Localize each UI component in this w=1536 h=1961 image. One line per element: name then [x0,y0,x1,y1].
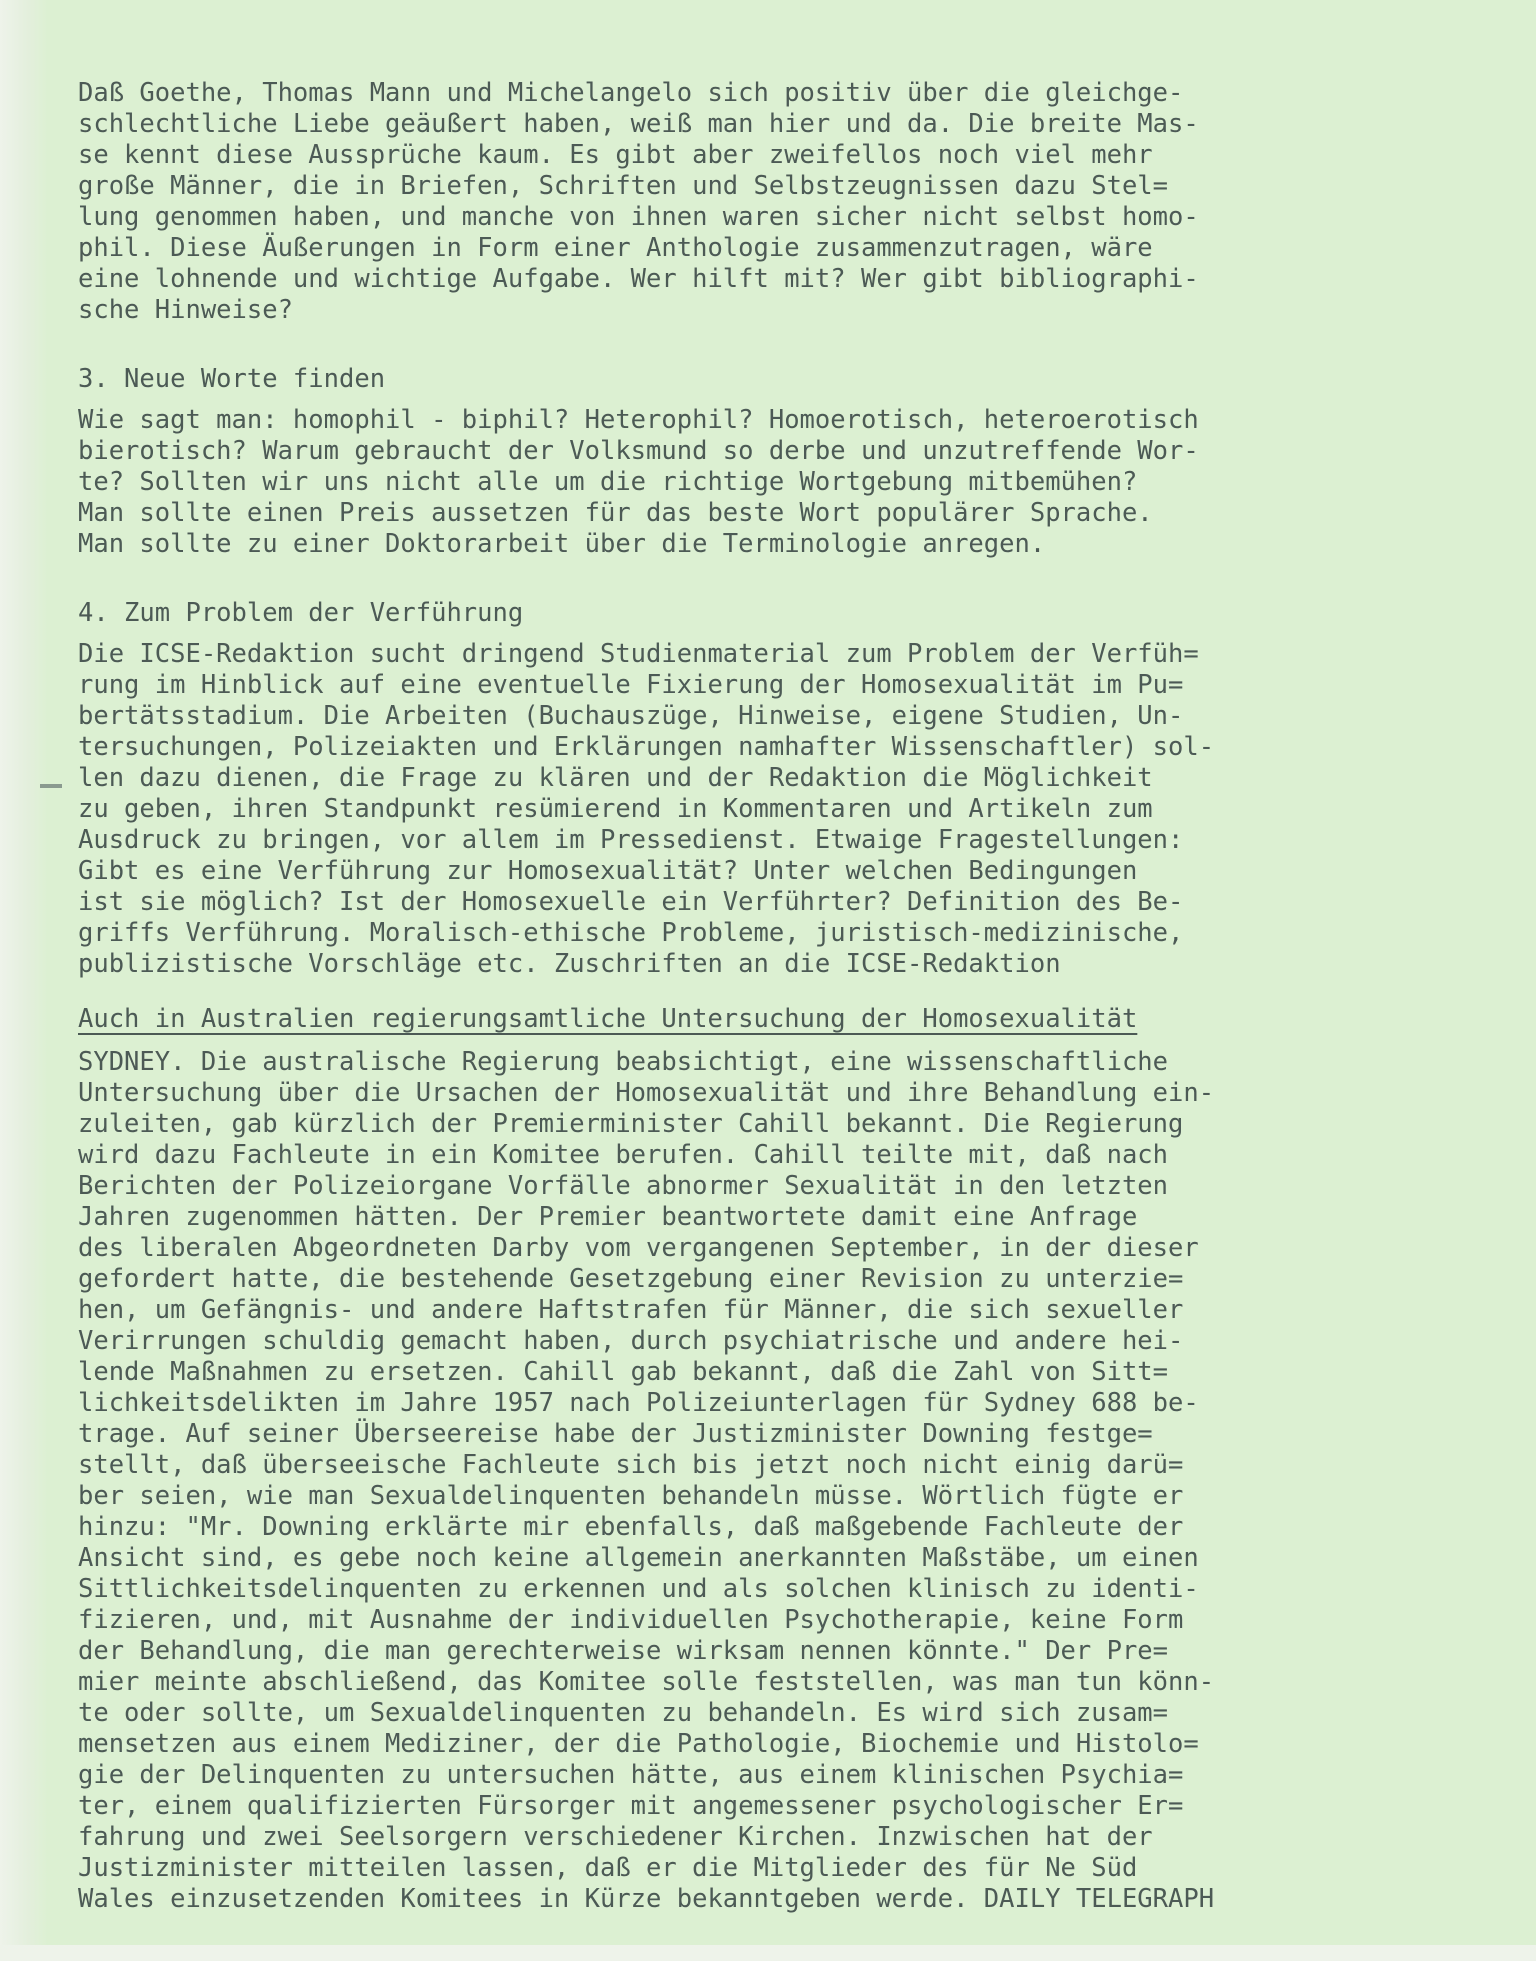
text-line: Ausdruck zu bringen, vor allem im Pressedienst. Etwaige Fragestellungen: [78,825,1184,855]
text-line: gie der Delinquenten zu untersuchen hätte, aus einem klinischen Psychia= [78,1760,1184,1790]
text-line: zuleiten, gab kürzlich der Premierminister Cahill bekannt. Die Regierung [78,1109,1184,1139]
text-line: Gibt es eine Verführung zur Homosexualität? Unter welchen Bedingungen [78,856,1138,886]
text-line: ter, einem qualifizierten Fürsorger mit angemessener psychologischer Er= [78,1791,1184,1821]
text-line: trage. Auf seiner Überseereise habe der Justizminister Downing festge= [78,1419,1153,1449]
text-line: tersuchungen, Polizeiakten und Erklärungen namhafter Wissenschaftler) sol- [78,732,1215,762]
text-line: Ansicht sind, es gebe noch keine allgemein anerkannten Maßstäbe, um einen [78,1543,1199,1573]
text-line: Man sollte zu einer Doktorarbeit über die Terminologie anregen. [78,529,1046,559]
margin-mark [40,784,62,788]
text-line: Justizminister mitteilen lassen, daß er die Mitglieder des für Ne Süd [78,1853,1138,1883]
text-line: eine lohnende und wichtige Aufgabe. Wer hilft mit? Wer gibt bibliographi- [78,264,1199,294]
paper-left-edge [0,0,48,1961]
text-line: zu geben, ihren Standpunkt resümierend in Kommentaren und Artikeln zum [78,794,1153,824]
text-line: wird dazu Fachleute in ein Komitee berufen. Cahill teilte mit, daß nach [78,1140,1169,1170]
text-line: Wales einzusetzenden Komitees in Kürze bekanntgeben werde. DAILY TELEGRAPH [78,1884,1215,1914]
text-line: fizieren, und, mit Ausnahme der individuellen Psychotherapie, keine Form [78,1605,1184,1635]
text-line: lung genommen haben, und manche von ihnen waren sicher nicht selbst homo- [78,202,1199,232]
text-line: te oder sollte, um Sexualdelinquenten zu behandeln. Es wird sich zusam= [78,1698,1169,1728]
text-line: publizistische Vorschläge etc. Zuschriften an die ICSE-Redaktion [78,949,1061,979]
text-line: Verirrungen schuldig gemacht haben, durch psychiatrische und andere hei- [78,1326,1184,1356]
section-4-paragraph [78,639,1458,980]
text-line: griffs Verführung. Moralisch-ethische Probleme, juristisch-medizinische, [78,918,1184,948]
text-line: stellt, daß überseeische Fachleute sich bis jetzt noch nicht einig darü= [78,1450,1184,1480]
text-line: rung im Hinblick auf eine eventuelle Fixierung der Homosexualität im Pu= [78,670,1184,700]
text-line: Die ICSE-Redaktion sucht dringend Studienmaterial zum Problem der Verfüh= [78,639,1199,669]
text-line: lichkeitsdelikten im Jahre 1957 nach Polizeiunterlagen für Sydney 688 be- [78,1388,1199,1418]
text-line: bierotisch? Warum gebraucht der Volksmund so derbe und unzutreffende Wor- [78,436,1199,466]
text-line: Jahren zugenommen hätten. Der Premier beantwortete damit eine Anfrage [78,1202,1138,1232]
text-line: des liberalen Abgeordneten Darby vom vergangenen September, in der dieser [78,1233,1199,1263]
section-3-heading: 3. Neue Worte finden [78,364,386,394]
document-body [78,78,1458,1953]
text-line: große Männer, die in Briefen, Schriften und Selbstzeugnissen dazu Stel= [78,171,1169,201]
text-line: gefordert hatte, die bestehende Gesetzgebung einer Revision zu unterzie= [78,1264,1184,1294]
article-title: Auch in Australien regierungsamtliche Untersuchung der Homosexualität [78,1004,1138,1034]
text-line: Untersuchung über die Ursachen der Homosexualität und ihre Behandlung ein- [78,1078,1215,1108]
text-line: ist sie möglich? Ist der Homosexuelle ein Verführter? Definition des Be- [78,887,1184,917]
section-3-paragraph [78,405,1458,560]
intro-paragraph [78,78,1458,326]
text-line: schlechtliche Liebe geäußert haben, weiß man hier und da. Die breite Mas- [78,109,1199,139]
text-line: sche Hinweise? [78,295,293,325]
text-line: mensetzen aus einem Mediziner, der die Pathologie, Biochemie und Histolo= [78,1729,1199,1759]
paper-bottom-edge [0,1945,1536,1961]
text-line: te? Sollten wir uns nicht alle um die richtige Wortgebung mitbemühen? [78,467,1138,497]
article-paragraph [78,1047,1458,1915]
text-line: der Behandlung, die man gerechterweise wirksam nennen könnte." Der Pre= [78,1636,1169,1666]
text-line: ber seien, wie man Sexualdelinquenten behandeln müsse. Wörtlich fügte er [78,1481,1184,1511]
text-line: Wie sagt man: homophil - biphil? Heterophil? Homoerotisch, heteroerotisch [78,405,1199,435]
text-line: SYDNEY. Die australische Regierung beabsichtigt, eine wissenschaftliche [78,1047,1169,1077]
text-line: hen, um Gefängnis- und andere Haftstrafen für Männer, die sich sexueller [78,1295,1184,1325]
text-line: fahrung und zwei Seelsorgern verschiedener Kirchen. Inzwischen hat der [78,1822,1153,1852]
text-line: Berichten der Polizeiorgane Vorfälle abnormer Sexualität in den letzten [78,1171,1169,1201]
text-line: hinzu: "Mr. Downing erklärte mir ebenfalls, daß maßgebende Fachleute der [78,1512,1184,1542]
text-line: Daß Goethe, Thomas Mann und Michelangelo sich positiv über die gleichge- [78,78,1184,108]
section-4-heading: 4. Zum Problem der Verführung [78,598,524,628]
text-line: len dazu dienen, die Frage zu klären und der Redaktion die Möglichkeit [78,763,1153,793]
text-line: se kennt diese Aussprüche kaum. Es gibt aber zweifellos noch viel mehr [78,140,1153,170]
text-line: mier meinte abschließend, das Komitee solle feststellen, was man tun könn- [78,1667,1215,1697]
text-line: lende Maßnahmen zu ersetzen. Cahill gab bekannt, daß die Zahl von Sitt= [78,1357,1169,1387]
text-line: Man sollte einen Preis aussetzen für das beste Wort populärer Sprache. [78,498,1153,528]
text-line: phil. Diese Äußerungen in Form einer Anthologie zusammenzutragen, wäre [78,233,1153,263]
text-line: bertätsstadium. Die Arbeiten (Buchauszüge, Hinweise, eigene Studien, Un- [78,701,1184,731]
text-line: Sittlichkeitsdelinquenten zu erkennen und als solchen klinisch zu identi- [78,1574,1199,1604]
